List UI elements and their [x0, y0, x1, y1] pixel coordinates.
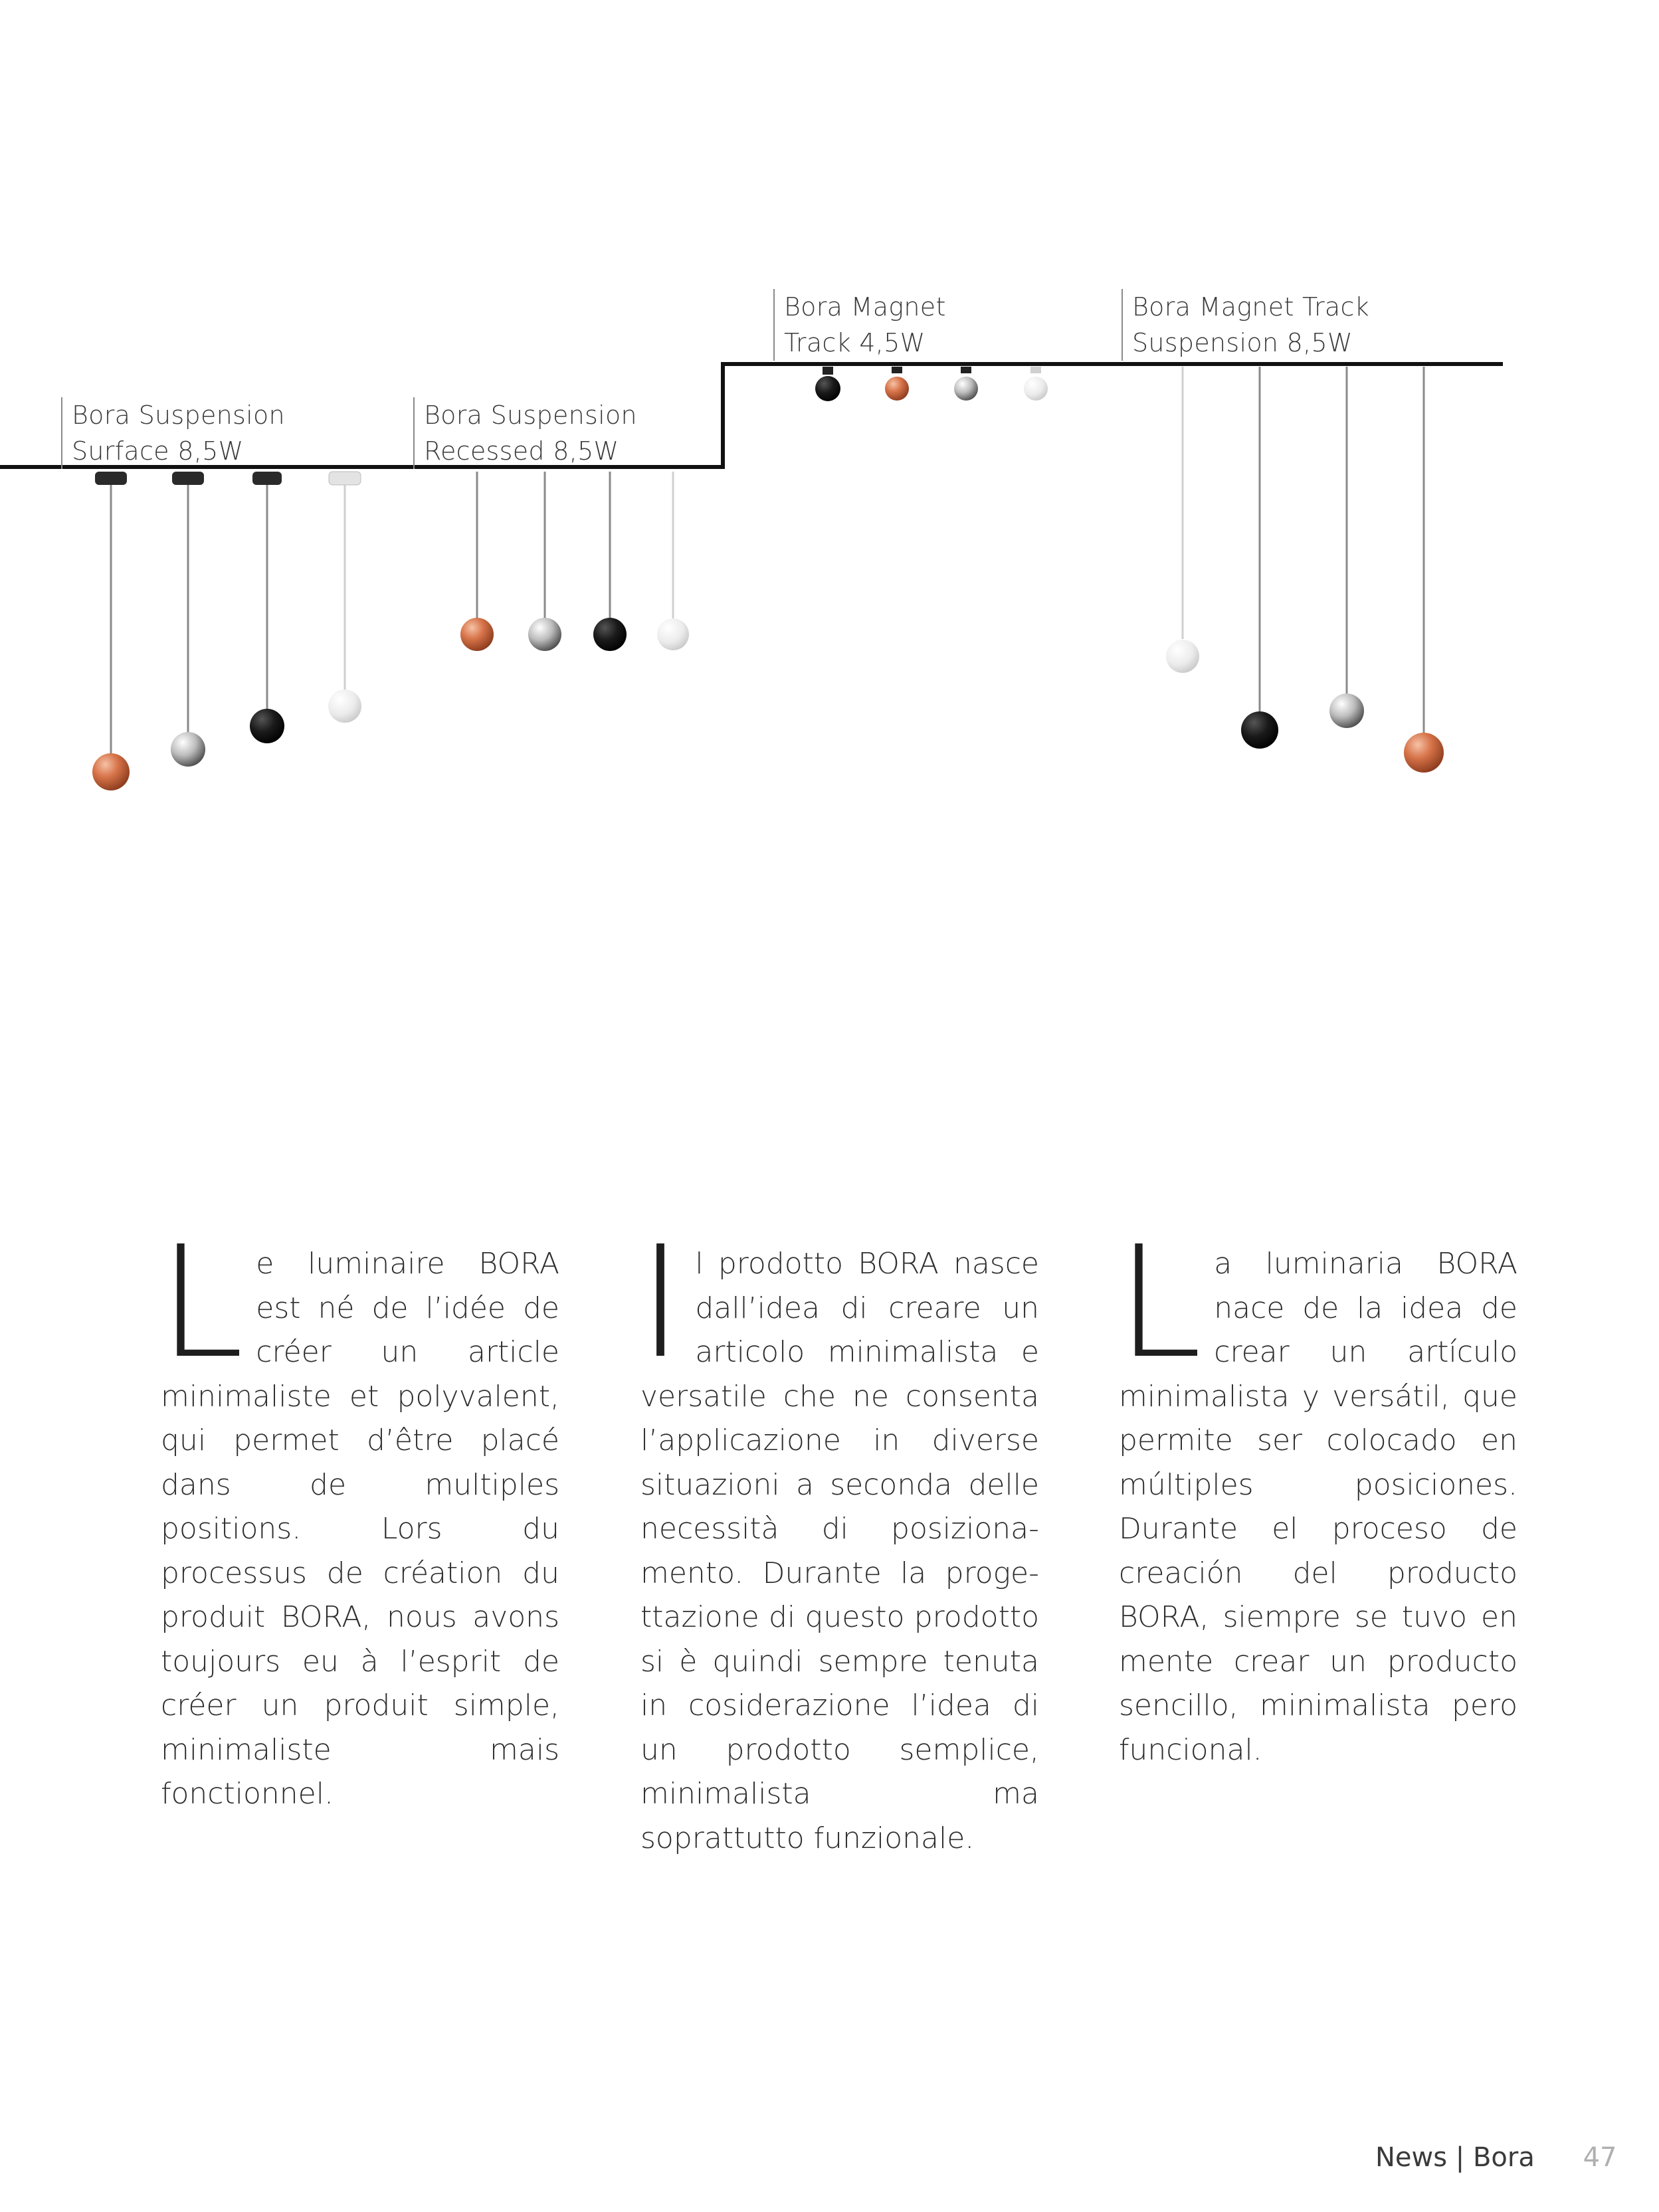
canopy-black: [95, 472, 127, 485]
footer-section: News | Bora: [1375, 2142, 1535, 2173]
canopy-white: [329, 472, 361, 485]
spot-mount: [1030, 367, 1041, 373]
lamp-chrome: [1329, 693, 1364, 728]
product-label-line: Recessed 8,5W: [424, 436, 619, 466]
text-column-italian: [638, 1213, 1039, 1861]
product-illustration: [0, 0, 1659, 830]
product-label-line: Bora Magnet Track: [1132, 292, 1369, 322]
spot-mount: [823, 367, 833, 375]
body-text: e luminaire BORA est né de l’idée de créer un article minimaliste et polyvalent, qui permet d’être placé dans de multiples positions. Lors du processus de création du produit BORA, nous avons toujours eu à l’esprit de créer un produit simple, minimaliste mais fonctionnel.: [161, 1247, 559, 1811]
lamp-copper: [92, 753, 130, 790]
product-label-magnet-track: [773, 289, 946, 361]
lamp-chrome: [954, 377, 978, 401]
page-footer: [1375, 2142, 1617, 2173]
body-text: a luminaria BORA nace de la idea de crear un artículo minimalista y versátil, que permite ser colocado en múltiples posiciones. Durante el proceso de creación del producto BORA, siempre se tuvo en mente crear un producto sencillo, minimalista pero funcional.: [1119, 1247, 1517, 1767]
recessed-pendants: [460, 472, 689, 651]
track-suspension-pendants: [1166, 367, 1444, 773]
product-label-surface: [61, 397, 285, 469]
text-column-spanish: [1116, 1213, 1517, 1772]
drop-cap: L: [158, 1213, 244, 1392]
lamp-chrome: [171, 732, 205, 767]
lamp-white: [1024, 377, 1048, 401]
canopy-black: [252, 472, 282, 485]
product-label-line: Surface 8,5W: [72, 436, 244, 466]
product-label-line: Suspension 8,5W: [1132, 328, 1353, 357]
lamp-copper: [1404, 733, 1444, 773]
text-column-french: [158, 1213, 559, 1817]
lamp-chrome: [528, 618, 561, 651]
canopy-black: [172, 472, 204, 485]
lamp-black: [250, 709, 284, 743]
lamp-copper: [460, 618, 494, 651]
product-label-line: Track 4,5W: [784, 328, 926, 357]
lamp-copper: [885, 377, 909, 401]
drop-cap: L: [1116, 1213, 1203, 1392]
product-label-line: Bora Magnet: [784, 292, 946, 322]
product-label-line: Bora Suspension: [72, 401, 285, 430]
product-label-line: Bora Suspension: [424, 401, 637, 430]
page-number: 47: [1583, 2142, 1617, 2173]
lamp-black: [815, 376, 840, 401]
drop-cap: I: [638, 1213, 684, 1392]
lamp-white: [328, 690, 361, 723]
product-label-recessed: [413, 397, 637, 469]
surface-pendants: [92, 472, 361, 790]
body-text: l prodotto BORA nasce dall’idea di creare un articolo minimalista e versatile che ne consenta l’applicazione in diverse situazioni a seconda delle necessità di posiziona-mento. Durante la proge-ttazione di questo prodotto si è quindi sempre tenuta in cosiderazione l’idea di un prodotto semplice, minimalista ma soprattutto funzionale.: [640, 1247, 1039, 1855]
lamp-white: [657, 618, 689, 650]
spot-mount: [892, 367, 902, 373]
magnet-spots: [815, 367, 1048, 401]
lamp-black: [1241, 711, 1278, 749]
lamp-black: [593, 618, 627, 651]
lamp-white: [1166, 640, 1199, 673]
product-label-track-suspension: [1122, 289, 1369, 361]
spot-mount: [961, 367, 971, 373]
